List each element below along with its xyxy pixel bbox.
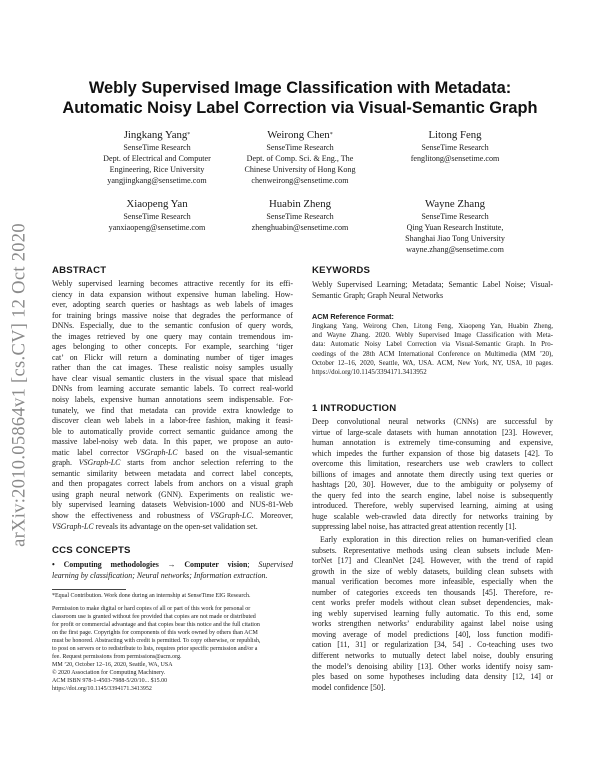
abstract-line: and then propagates correct labels from anchors on a visual graph (52, 479, 293, 489)
permission-line: classroom use is granted without fee provided that copies are not made or distributed (52, 614, 256, 620)
intro-line: human annotation is extremely time-consuming and expensive, (312, 438, 553, 448)
author-name: Xiaopeng Yan (126, 198, 188, 210)
author-email: chenweirong@sensetime.com (251, 176, 349, 186)
acm-reference-line: Jingkang Yang, Weirong Chen, Litong Feng, Xiaopeng Yan, Huabin Zheng, (312, 323, 553, 330)
abstract-line: show the effectiveness and robustness of VSGraph-LC. Moreover, (52, 511, 293, 521)
intro-line: subsets. Representative methods using clean subsets include Men- (312, 545, 553, 555)
intro-line: the query fed into the search engine, label noise is subsequently (312, 490, 553, 500)
permission-line: © 2020 Association for Computing Machinery. (52, 670, 166, 676)
intro-line: virtue of large-scale datasets with human annotation [23]. However, (312, 427, 553, 437)
abstract-line: VSGraph-LC reveals its advantage on the open-set validation set. (52, 521, 258, 531)
intro-line: overcome this limitation, researchers use web crawlers to collect (312, 459, 553, 469)
abstract-line: for training brings massive noise that degrades the performance of (52, 310, 293, 320)
intro-line: introduced. Therefore, webly supervised learning, aiming at using (312, 501, 553, 511)
author-affiliation: SenseTime Research (421, 143, 489, 152)
author-affiliation: Chinese University of Hong Kong (244, 165, 356, 175)
acm-reference-body (312, 322, 553, 377)
abstract-line: semantic similarity between metadata and correct label concepts, (52, 468, 293, 478)
permission-line: ACM ISBN 978-1-4503-7988-5/20/10... $15.00 (52, 678, 168, 684)
intro-line: works strengthen networks’ endurability against label noise using (312, 619, 553, 629)
abstract-line: ciency in data expansion without expensive human labeling. How- (52, 289, 293, 299)
intro-line: which impedes the further expansion of those big datasets [42]. To (312, 448, 553, 458)
author-affiliation: Dept. of Electrical and Computer (103, 154, 211, 164)
arxiv-sidebar-stamp (6, 200, 34, 570)
author-name: Jingkang Yang (123, 129, 188, 141)
acm-reference-line: data: Automatic Noisy Label Correction via Visual-Semantic Graph. In Pro- (312, 341, 553, 349)
abstract-line: cat’ on Flickr will return a dominating number of tiger images (52, 352, 293, 362)
equal-contribution-mark: * (329, 132, 333, 138)
abstract-line: DNNs. Especially, due to the semantic confusion of query words, (52, 321, 293, 331)
abstract-line: rather than the cat images. These realistic noisy samples usually (52, 363, 293, 373)
intro-line: Deep convolutional neural networks (CNNs) are successful by (312, 417, 553, 426)
permission-line: must be honored. Abstracting with credit is permitted. To copy otherwise, or republish, (52, 638, 261, 644)
ccs-concepts-body: • Computing methodologies → Computer vision; Supervised learning by classification; Neural networks; Information extraction. (52, 560, 293, 580)
permission-line: to post on servers or to redistribute to lists, requires prior specific permission and/or a (52, 646, 258, 652)
equal-contribution-mark: * (187, 132, 191, 138)
author-email: wayne.zhang@sensetime.com (406, 245, 504, 255)
abstract-line: using graph neural network (GNN). Experiments on realistic we- (52, 489, 293, 499)
ccs-concepts-heading: CCS CONCEPTS (52, 545, 131, 556)
intro-line: the model’s denoising ability [13]. Other works identify noisy sam- (312, 661, 553, 671)
abstract-line: massive label-noisy web data. In this paper, we propose an auto- (52, 437, 293, 447)
intro-line: growth in the size of webly datasets, building clean subsets with (312, 566, 553, 576)
author-block (215, 128, 385, 186)
permission-line: MM ’20, October 12–16, 2020, Seattle, WA, USA (52, 662, 173, 668)
acm-reference-line: and Wayne Zhang. 2020. Webly Supervised Image Classification with Meta- (312, 332, 553, 340)
keywords-line: Webly Supervised Learning; Metadata; Semantic Label Noise; Visual- (312, 280, 553, 289)
abstract-line: graph. VSGraph-LC starts from anchor selection referring to the (52, 458, 293, 468)
introduction-heading: 1 INTRODUCTION (312, 403, 397, 414)
intro-line: moving average of model predictions [40], loss function modifi- (312, 629, 553, 639)
acm-reference-heading: ACM Reference Format: (312, 312, 394, 321)
intro-line: model confidence [50]. (312, 682, 386, 692)
intro-line: hashtags [20, 30]. However, due to the ambiguity or polysemy of (312, 480, 553, 490)
author-name: Litong Feng (428, 129, 482, 141)
intro-line: different networks to mutually detect label noise, doubly ensuring (312, 651, 553, 661)
keywords-body (312, 280, 553, 301)
intro-line: ing webly supervised learning fully automatic. To this end, some (312, 608, 553, 618)
permission-line: on the first page. Copyrights for components of this work owned by others than ACM (52, 630, 258, 636)
paper-title-line-1: Webly Supervised Image Classification with Metadata: (88, 79, 512, 97)
author-block (215, 197, 385, 233)
acm-reference-line: ceedings of the 28th ACM International Conference on Multimedia (MM ’20), (312, 350, 553, 358)
equal-contribution-footnote: *Equal Contribution. Work done during an internship at SenseTime EIG Research. (52, 593, 251, 599)
abstract-line: tunately, we find that metadata can provide extra knowledge to (52, 405, 293, 415)
abstract-line: ages belonging to other concepts. For example, searching ‘tiger (52, 342, 293, 352)
author-email: yangjingkang@sensetime.com (107, 176, 207, 186)
author-block (370, 197, 540, 255)
author-affiliation: Qing Yuan Research Institute, (406, 223, 504, 233)
keywords-heading: KEYWORDS (312, 265, 371, 276)
author-name: Huabin Zheng (268, 198, 332, 210)
author-affiliation: SenseTime Research (421, 212, 489, 221)
abstract-line: bly supervised learning datasets Webvision-1000 and NUS-81-Web (52, 500, 293, 510)
intro-line: suppressing label noise, has attracted great attention recently [1]. (312, 522, 517, 532)
abstract-body (52, 279, 293, 532)
permission-line: Permission to make digital or hard copies of all or part of this work for personal or (52, 606, 251, 612)
author-block (370, 128, 540, 164)
intro-line: ples based on some hypotheses including data density [12, 14] or (312, 672, 553, 682)
introduction-paragraph-1 (312, 417, 553, 533)
author-email: zhenghuabin@sensetime.com (251, 223, 349, 233)
intro-line: billions of images and annotate them directly using text queries or (312, 469, 553, 479)
author-affiliation: Dept. of Comp. Sci. & Eng., The (246, 154, 354, 164)
abstract-line: discover clean web labels in a labor-free fashion, making it feasi- (52, 416, 293, 426)
abstract-line: DNNs from learning accurate semantic labels. To correct real-world (52, 384, 293, 394)
author-affiliation: SenseTime Research (123, 143, 191, 152)
author-email: fenglitong@sensetime.com (410, 154, 500, 164)
permission-line: fee. Request permissions from permissions@acm.org. (52, 654, 182, 660)
acm-reference-line: October 12–16, 2020, Seattle, WA, USA. ACM, New York, NY, USA, 10 pages. (312, 359, 553, 367)
paper-title-line-2: Automatic Noisy Label Correction via Visual-Semantic Graph (62, 99, 538, 117)
abstract-line: Webly supervised learning becomes attractive recently for its effi- (52, 279, 293, 288)
author-email: yanxiaopeng@sensetime.com (108, 223, 206, 233)
abstract-line: matic label corrector VSGraph-LC based on the visual-semantic (52, 447, 293, 457)
footnote-rule (52, 589, 126, 590)
intro-line: torNet [17] and CleanNet [24]. However, with the trend of rapid (312, 556, 553, 566)
intro-line: cation [11, 31] or regularization [34, 54] . Co-teaching uses two (312, 640, 553, 650)
author-name: Wayne Zhang (425, 198, 485, 210)
intro-line: cent works prefer models without clean subset dependencies, mak- (312, 598, 553, 608)
author-name: Weirong Chen (267, 129, 330, 141)
acm-reference-line: https://doi.org/10.1145/3394171.3413952 (312, 369, 427, 377)
intro-line: number of categories exceeds ten thousands [45]. Therefore, re- (312, 587, 553, 597)
author-affiliation: SenseTime Research (123, 212, 191, 221)
intro-line: manual verification becomes more infeasible, especially when the (312, 577, 553, 587)
author-affiliation: SenseTime Research (266, 143, 334, 152)
intro-line: Early exploration in this direction relies on human-verified clean (320, 535, 553, 544)
arxiv-identifier: arXiv:2010.05864v1 [cs.CV] 12 Oct 2020 (9, 223, 30, 547)
author-affiliation: Shanghai Jiao Tong University (405, 234, 505, 244)
author-affiliation: Engineering, Rice University (109, 165, 205, 175)
permission-line: for profit or commercial advantage and that copies bear this notice and the full citation (52, 622, 260, 628)
abstract-line: have clear visual semantic clusters in the visual space that mislead (52, 373, 293, 383)
intro-line: huge scalable web-crawled data directly for networks training by (312, 511, 553, 521)
author-affiliation: SenseTime Research (266, 212, 334, 221)
abstract-line: ever, adopting search queries or hashtags as web labels of images (52, 300, 293, 310)
abstract-line: noisy labels, expensive human annotations seem indispensable. For- (52, 395, 293, 405)
keywords-line: Semantic Graph; Graph Neural Networks (312, 290, 444, 300)
abstract-heading: ABSTRACT (52, 265, 107, 276)
introduction-paragraph-2 (312, 535, 553, 693)
abstract-line: ble to automatically provide correct semantic guidance among the (52, 426, 293, 436)
copyright-permission-block (52, 605, 293, 693)
doi-link[interactable]: https://doi.org/10.1145/3394171.3413952 (52, 686, 152, 692)
abstract-line: the images retrieved by one query may contain tremendous im- (52, 331, 293, 341)
